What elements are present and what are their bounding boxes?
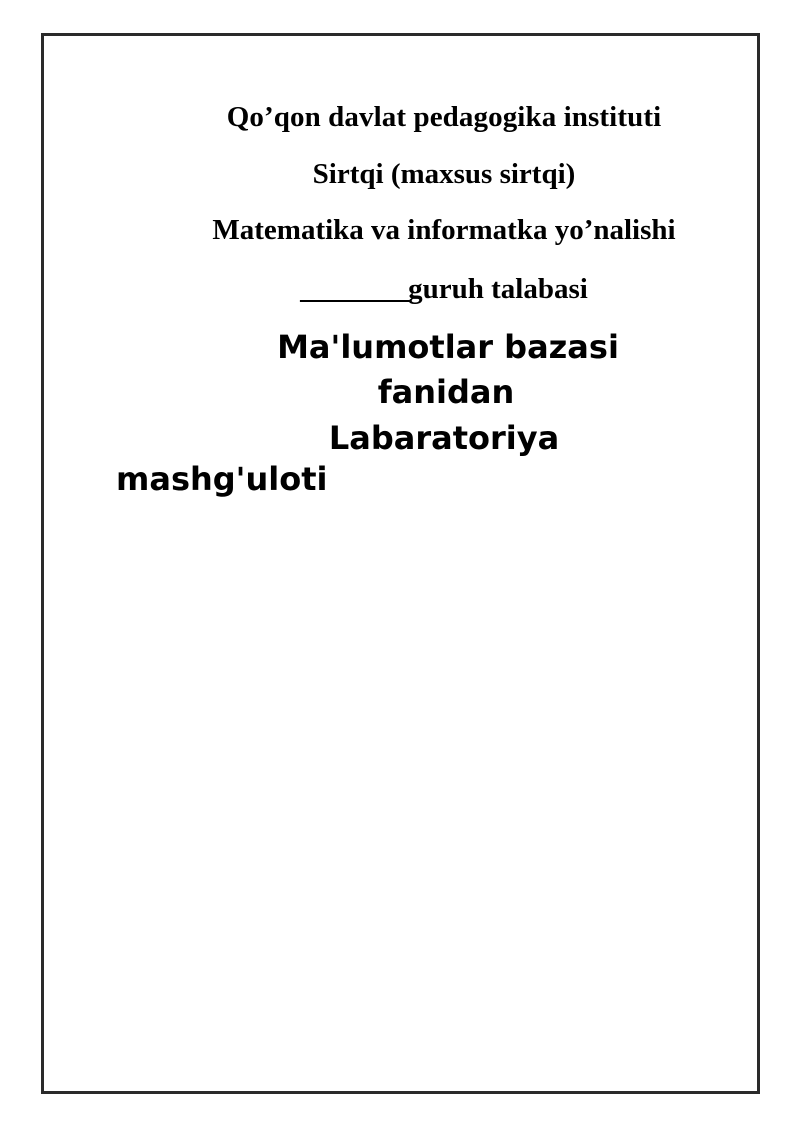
page-border-frame: [41, 33, 760, 1094]
group-label: guruh talabasi: [408, 273, 588, 306]
subject-title-line-3: Labaratoriya: [328, 418, 560, 457]
subject-title-block: [114, 325, 774, 503]
subject-title-line-1: Ma'lumotlar bazasi: [277, 327, 619, 366]
subject-title-line-2: fanidan: [377, 373, 515, 412]
subject-title-line-4: mashg'uloti: [116, 460, 328, 499]
program-name: Matematika va informatka yo’nalishi: [212, 214, 676, 247]
institution-name: Qo’qon davlat pedagogika instituti: [226, 101, 662, 133]
group-blank-field: ________: [300, 273, 409, 306]
title-page-content: [114, 91, 774, 503]
group-line: [114, 271, 774, 309]
department-name: Sirtqi (maxsus sirtqi): [312, 157, 576, 190]
